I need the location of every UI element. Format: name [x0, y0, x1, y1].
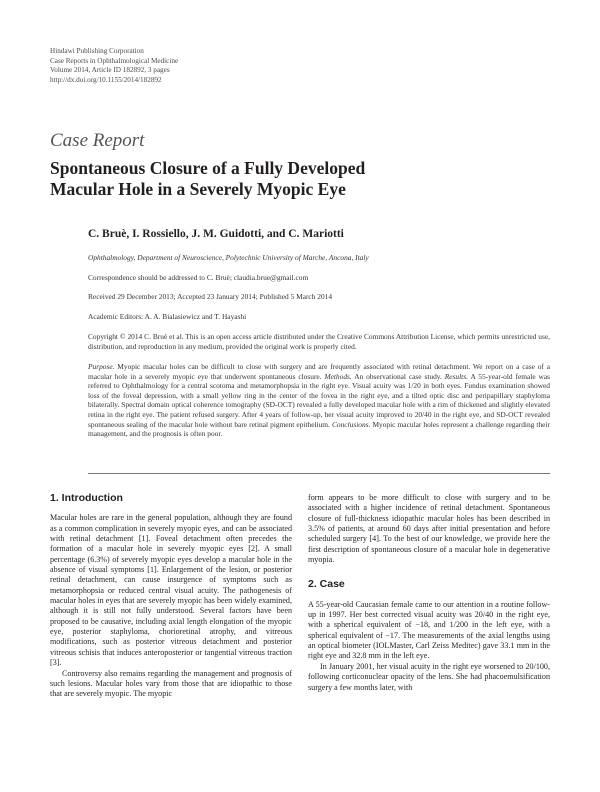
academic-editors: Academic Editors: A. A. Bialasiewicz and T. Hayashi	[88, 312, 247, 321]
publication-dates: Received 29 December 2013; Accepted 23 January 2014; Published 5 March 2014	[88, 292, 333, 301]
abstract-purpose-label: Purpose.	[88, 362, 115, 371]
abstract-methods-label: Methods.	[324, 371, 352, 381]
title-line-2: Macular Hole in a Severely Myopic Eye	[50, 179, 346, 199]
author-list: C. Bruè, I. Rossiello, J. M. Guidotti, and C. Mariotti	[88, 228, 344, 240]
introduction-heading: 1. Introduction	[50, 492, 123, 504]
case-paragraph-2: In January 2001, her visual acuity in the right eye worsened to 20/100, following corticonuclear opacity of the lens. She had phacoemulsification surgery a few months later, with	[308, 661, 550, 692]
abstract-divider	[88, 473, 550, 474]
case-paragraph-1: A 55-year-old Caucasian female came to our attention in a routine follow-up in 1997. Her best corrected visual acuity was 20/40 in the right eye, with a spherical equivalent of −18, and 1/200 in the left eye, with a spherical equivalent of −17. The measurements of the axial lengths using an optical biometer (IOLMaster, Carl Zeiss Meditec) gave 33.1 mm in the right eye and 32.8 mm in the left eye.	[308, 599, 550, 661]
copyright-notice: Copyright © 2014 C. Bruè et al. This is an open access article distributed under the Creative Commons Attribution License, which permits unrestricted use, distribution, and reproduction in any medium, provided the original work is properly cited.	[88, 332, 550, 351]
abstract-results-label: Results.	[444, 371, 468, 381]
abstract-methods: An observational case study.	[351, 371, 445, 381]
journal-name: Case Reports in Ophthalmological Medicine	[50, 56, 179, 65]
article-type: Case Report	[50, 130, 145, 151]
introduction-continued: form appears to be more difficult to close with surgery and to be associated with a higher incidence of retinal detachment. Spontaneous closure of full-thickness idiopathic macular holes has been described in 3.5% of patients, at around 60 days after initial presentation and before scheduled surgery [4]. To the best of our knowledge, we provide here the first description of spontaneous closure of a macular hole in degenerative myopia.	[308, 493, 550, 565]
abstract-results: A 55-year-old female was referred to Ophthalmology for a central scotoma and metamorphopsia in the right eye. Visual acuity was 1/20 in both eyes. Fundus examination showed loss of the foveal depression, with a small yellow ring in the center of the fovea in the right eye, and a tilted optic disc and peripapillary staphyloma bilaterally. Spectral domain optical coherence tomography (SD-OCT) revealed a fully developed macular hole with a rim of thickened and slightly elevated retina in the right eye. The patient refused surgery. After 4 years of follow-up, her visual acuity improved to 20/40 in the right eye, and SD-OCT revealed spontaneous sealing of the macular hole without bare retinal pigment epithelium.	[88, 371, 550, 429]
left-column	[50, 493, 292, 700]
correspondence: Correspondence should be addressed to C. Bruè; claudia.brue@gmail.com	[88, 273, 309, 282]
affiliation: Ophthalmology, Department of Neuroscience, Polytechnic University of Marche, Ancona, Italy	[88, 253, 369, 262]
section-spacer	[308, 565, 550, 579]
article-title	[50, 158, 365, 200]
title-line-1: Spontaneous Closure of a Fully Developed	[50, 158, 366, 178]
publisher-name: Hindawi Publishing Corporation	[50, 47, 144, 55]
case-heading: 2. Case	[308, 578, 345, 591]
abstract	[88, 362, 550, 439]
right-column	[308, 493, 550, 693]
journal-header	[50, 47, 178, 85]
abstract-conclusions: Myopic macular holes represent a challenge regarding their management, and the prognosis is often poor.	[88, 419, 550, 439]
volume-info: Volume 2014, Article ID 182892, 3 pages	[50, 66, 170, 75]
doi-link[interactable]: http://dx.doi.org/10.1155/2014/182892	[50, 75, 162, 84]
introduction-paragraph-2: Controversy also remains regarding the management and prognosis of such lesions. Macular holes vary from those that are idiopathic to those that are severely myopic. The myopic	[50, 668, 292, 699]
abstract-purpose: Myopic macular holes can be difficult to close with surgery and are frequently associated with retinal detachment. We report on a case of a macular hole in a severely myopic eye that underwent spontaneous closure.	[88, 362, 550, 381]
abstract-conclusions-label: Conclusions.	[331, 419, 371, 429]
introduction-paragraph-1: Macular holes are rare in the general population, although they are found as a common complication in severely myopic eyes, and can be associated with retinal detachment [1]. Foveal detachment often precedes the formation of a macular hole in severely myopic eyes [2]. A small percentage (6.3%) of severely myopic eyes develop a macular hole in the absence of visual symptoms [1]. Enlargement of the lesion, or posterior retinal detachment, can cause insurgence of symptoms such as metamorphopsia or reduced central visual acuity. The pathogenesis of macular holes in eyes that are severely myopic has been widely examined, although it is still not fully understood. Several factors have been proposed to be causative, including axial length elongation of the myopic eye, posterior staphyloma, chorioretinal atrophy, and vitreous modifications, such as posterior vitreous detachment and posterior vitreous schisis that induces anteroposterior or tangential vitreous traction [3].	[50, 513, 292, 668]
